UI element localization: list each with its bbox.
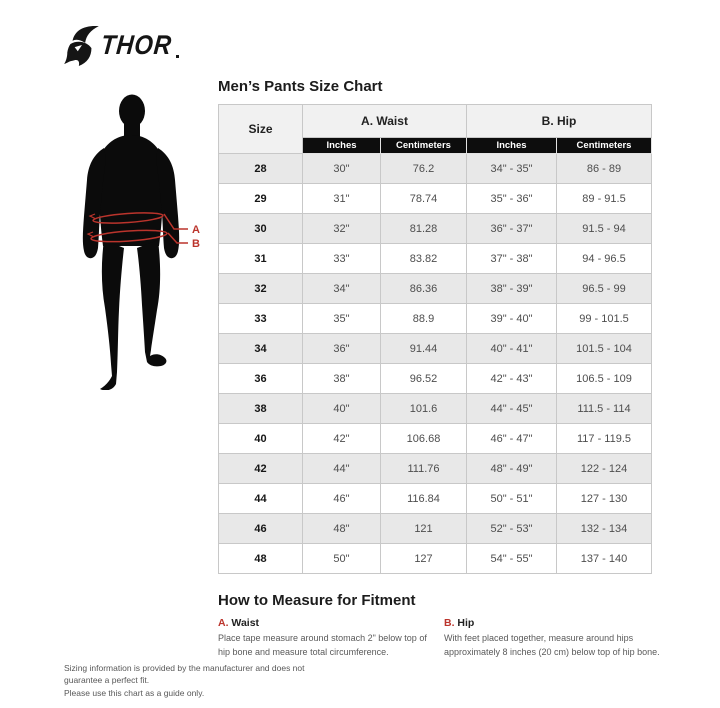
table-row (219, 394, 652, 424)
brand-wordmark: THOR (99, 29, 174, 60)
value-cell: 35" (303, 304, 381, 334)
table-row (219, 304, 652, 334)
size-cell: 29 (219, 184, 303, 214)
value-cell: 33" (303, 244, 381, 274)
subheader-waist-inches: Inches (303, 138, 381, 154)
size-cell: 48 (219, 544, 303, 574)
value-cell: 54" - 55" (467, 544, 557, 574)
subheader-waist-centimeters: Centimeters (381, 138, 467, 154)
value-cell: 31" (303, 184, 381, 214)
value-cell: 86 - 89 (557, 154, 652, 184)
value-cell: 89 - 91.5 (557, 184, 652, 214)
value-cell: 101.6 (381, 394, 467, 424)
table-row (219, 154, 652, 184)
value-cell: 127 (381, 544, 467, 574)
value-cell: 111.5 - 114 (557, 394, 652, 424)
value-cell: 46" (303, 484, 381, 514)
measure-item-waist (218, 617, 440, 660)
size-table-body (219, 154, 652, 574)
value-cell: 38" (303, 364, 381, 394)
measure-hip-label (444, 617, 674, 629)
value-cell: 40" (303, 394, 381, 424)
value-cell: 76.2 (381, 154, 467, 184)
value-cell: 86.36 (381, 274, 467, 304)
value-cell: 35" - 36" (467, 184, 557, 214)
value-cell: 32" (303, 214, 381, 244)
measure-waist-text: Place tape measure around stomach 2" below top of hip bone and measure total circumference. (218, 633, 427, 657)
value-cell: 42" (303, 424, 381, 454)
value-cell: 111.76 (381, 454, 467, 484)
value-cell: 91.5 - 94 (557, 214, 652, 244)
measure-item-hip (444, 617, 674, 660)
value-cell: 106.68 (381, 424, 467, 454)
table-row (219, 484, 652, 514)
value-cell: 96.5 - 99 (557, 274, 652, 304)
value-cell: 50" (303, 544, 381, 574)
table-row (219, 334, 652, 364)
table-row (219, 214, 652, 244)
size-table (218, 104, 652, 574)
value-cell: 34" (303, 274, 381, 304)
size-cell: 28 (219, 154, 303, 184)
value-cell: 48" (303, 514, 381, 544)
value-cell: 46" - 47" (467, 424, 557, 454)
size-cell: 34 (219, 334, 303, 364)
disclaimer-line-1: Sizing information is provided by the manufacturer and does not guarantee a perfect fit. (64, 663, 305, 686)
body-silhouette-diagram (58, 90, 218, 390)
value-cell: 122 - 124 (557, 454, 652, 484)
value-cell: 116.84 (381, 484, 467, 514)
measure-section-heading: How to Measure for Fitment (218, 592, 416, 609)
size-cell: 40 (219, 424, 303, 454)
size-cell: 30 (219, 214, 303, 244)
brand-logo (64, 24, 179, 66)
trademark-dot (176, 55, 179, 58)
value-cell: 132 - 134 (557, 514, 652, 544)
value-cell: 38" - 39" (467, 274, 557, 304)
value-cell: 36" - 37" (467, 214, 557, 244)
value-cell: 48" - 49" (467, 454, 557, 484)
disclaimer-line-2: Please use this chart as a guide only. (64, 687, 205, 698)
column-header-size: Size (219, 105, 303, 154)
table-row (219, 184, 652, 214)
size-cell: 36 (219, 364, 303, 394)
table-row (219, 514, 652, 544)
measure-hip-key: B. (444, 617, 455, 629)
value-cell: 78.74 (381, 184, 467, 214)
table-row (219, 244, 652, 274)
value-cell: 96.52 (381, 364, 467, 394)
size-cell: 42 (219, 454, 303, 484)
value-cell: 88.9 (381, 304, 467, 334)
value-cell: 36" (303, 334, 381, 364)
value-cell: 44" (303, 454, 381, 484)
value-cell: 40" - 41" (467, 334, 557, 364)
value-cell: 52" - 53" (467, 514, 557, 544)
value-cell: 83.82 (381, 244, 467, 274)
table-row (219, 544, 652, 574)
waist-label-a: A (192, 224, 200, 236)
measure-hip-text: With feet placed together, measure around hips approximately 8 inches (20 cm) below top of hip bone. (444, 633, 660, 657)
size-cell: 46 (219, 514, 303, 544)
column-header-waist: A. Waist (303, 105, 467, 138)
value-cell: 94 - 96.5 (557, 244, 652, 274)
value-cell: 30" (303, 154, 381, 184)
value-cell: 81.28 (381, 214, 467, 244)
table-row (219, 454, 652, 484)
size-cell: 32 (219, 274, 303, 304)
subheader-hip-inches: Inches (467, 138, 557, 154)
value-cell: 34" - 35" (467, 154, 557, 184)
table-row (219, 274, 652, 304)
value-cell: 42" - 43" (467, 364, 557, 394)
size-cell: 33 (219, 304, 303, 334)
size-cell: 31 (219, 244, 303, 274)
table-row (219, 424, 652, 454)
measure-waist-title: Waist (231, 617, 260, 629)
value-cell: 44" - 45" (467, 394, 557, 424)
column-header-hip: B. Hip (467, 105, 652, 138)
value-cell: 50" - 51" (467, 484, 557, 514)
value-cell: 117 - 119.5 (557, 424, 652, 454)
disclaimer-footnote (64, 662, 324, 699)
hip-label-b: B (192, 238, 200, 250)
measure-waist-key: A. (218, 617, 229, 629)
value-cell: 106.5 - 109 (557, 364, 652, 394)
value-cell: 137 - 140 (557, 544, 652, 574)
table-row (219, 364, 652, 394)
value-cell: 39" - 40" (467, 304, 557, 334)
value-cell: 37" - 38" (467, 244, 557, 274)
size-cell: 38 (219, 394, 303, 424)
page-title: Men’s Pants Size Chart (218, 78, 383, 95)
value-cell: 101.5 - 104 (557, 334, 652, 364)
value-cell: 99 - 101.5 (557, 304, 652, 334)
thor-helmet-icon (64, 24, 100, 66)
value-cell: 121 (381, 514, 467, 544)
measure-waist-label (218, 617, 440, 629)
size-cell: 44 (219, 484, 303, 514)
value-cell: 91.44 (381, 334, 467, 364)
table-group-header-row (219, 105, 652, 138)
measure-hip-title: Hip (457, 617, 475, 629)
subheader-hip-centimeters: Centimeters (557, 138, 652, 154)
value-cell: 127 - 130 (557, 484, 652, 514)
